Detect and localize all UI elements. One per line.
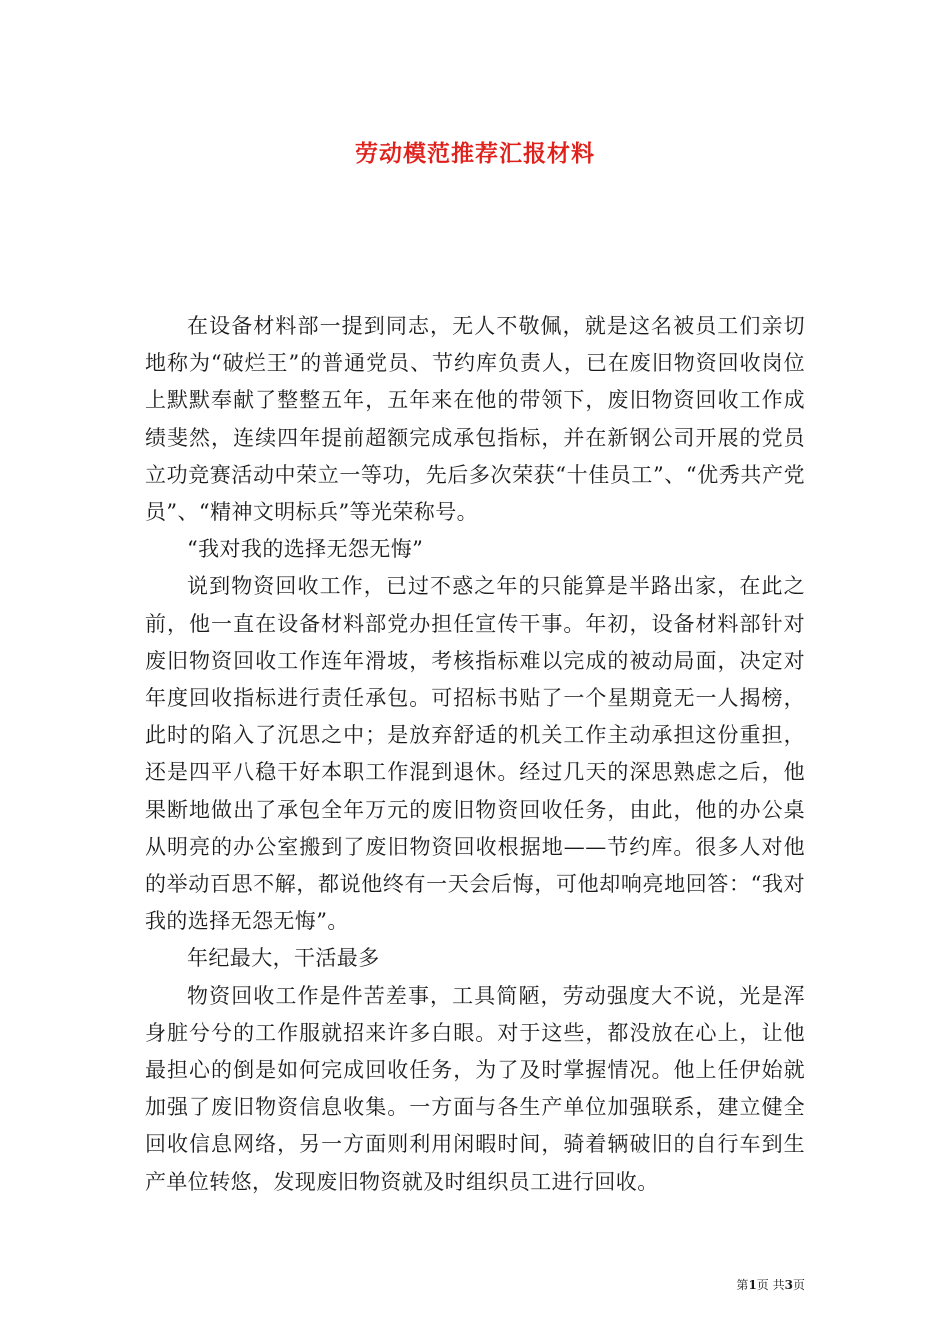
paragraph-career-change: 说到物资回收工作，已过不惑之年的只能算是半路出家，在此之前，他一直在设备材料部党办担任宣传干事。年初，设备材料部针对废旧物资回收工作连年滑坡，考核指标难以完成的被动局面，决定对年度回收指标进行责任承包。可招标书贴了一个星期竟无一人揭榜，此时的陷入了沉思之中；是放弃舒适的机关工作主动承担这份重担，还是四平八稳干好本职工作混到退休。经过几天的深思熟虑之后，他果断地做出了承包全年万元的废旧物资回收任务，由此，他的办公桌从明亮的办公室搬到了废旧物资回收根据地——节约库。很多人对他的举动百思不解，都说他终有一天会后悔，可他却响亮地回答：“我对我的选择无怨无悔”。 [145,574,805,934]
footer-middle: 页 共 [756,1278,785,1292]
page-title: 劳动模范推荐汇报材料 [355,140,595,167]
document-body [145,308,805,1201]
paragraph-intro: 在设备材料部一提到同志，无人不敬佩，就是这名被员工们亲切地称为“破烂王”的普通党员、节约库负责人，已在废旧物资回收岗位上默默奉献了整整五年，五年来在他的带领下，废旧物资回收工作成绩斐然，连续四年提前超额完成承包指标，并在新钢公司开展的党员立功竞赛活动中荣立一等功，先后多次荣获“十佳员工”、“优秀共产党员”、“精神文明标兵”等光荣称号。 [145,314,805,525]
footer-suffix: 页 [792,1278,805,1292]
section-heading-no-regret: “我对我的选择无怨无悔” [187,537,424,562]
section-heading-oldest-hardest-worker: 年纪最大，干活最多 [187,946,380,971]
page-number-footer [736,1276,805,1293]
footer-total-pages: 3 [784,1278,793,1292]
footer-current-page: 1 [748,1278,757,1292]
footer-prefix: 第 [736,1278,749,1292]
paragraph-recycling-work: 物资回收工作是件苦差事，工具简陋，劳动强度大不说，光是浑身脏兮兮的工作服就招来许多白眼。对于这些，都没放在心上，让他最担心的倒是如何完成回收任务，为了及时掌握情况。他上任伊始就加强了废旧物资信息收集。一方面与各生产单位加强联系，建立健全回收信息网络，另一方面则利用闲暇时间，骑着辆破旧的自行车到生产单位转悠，发现废旧物资就及时组织员工进行回收。 [145,983,805,1194]
